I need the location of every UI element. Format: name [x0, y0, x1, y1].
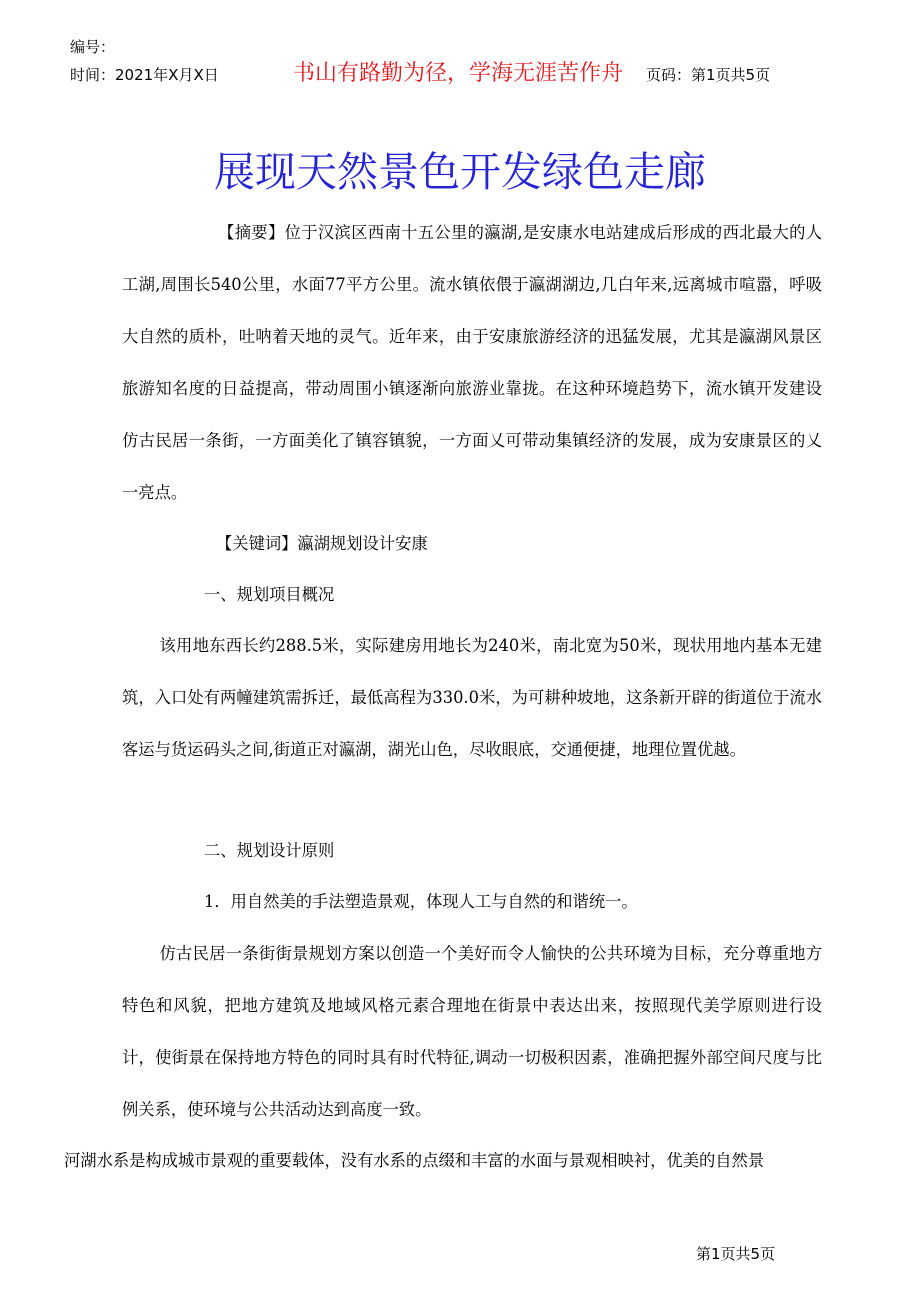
section-1-heading: 一、规划项目概况	[204, 585, 335, 604]
serial-number-label: 编号：	[70, 38, 116, 56]
header-motto: 书山有路勤为径，学海无涯苦作舟	[293, 61, 624, 86]
principle-item-1: 1．用自然美的手法塑造景观，体现人工与自然的和谐统一。	[204, 892, 638, 911]
section-2-heading: 二、规划设计原则	[204, 841, 335, 860]
footer-page-number: 第1页共5页	[696, 1245, 776, 1263]
document-title: 展现天然景色开发绿色走廊	[214, 148, 706, 196]
section-1-paragraph: 该用地东西长约288.5米，实际建房用地长为240米，南北宽为50米，现状用地内基本无建筑，入口处有两幢建筑需拆迁，最低高程为330.0米，为可耕种坡地，这条新开辟的街道位于流水客运与货运码头之间,街道正对瀛湖，湖光山色，尽收眼底，交通便捷，地理位置优越。	[122, 636, 822, 759]
header-page-number: 页码：第1页共5页	[646, 66, 771, 84]
keywords-line: 【关键词】瀛湖规划设计安康	[216, 534, 428, 553]
abstract-paragraph: 【摘要】位于汉滨区西南十五公里的瀛湖,是安康水电站建成后形成的西北最大的人工湖,周围长540公里，水面77平方公里。流水镇依偎于瀛湖湖边,几白年来,远离城市喧嚣，呼吸大自然的质朴，吐呐着天地的灵气。近年来，由于安康旅游经济的迅猛发展，尤其是瀛湖风景区旅游知名度的日益提高，带动周围小镇逐渐向旅游业靠拢。在这种环境趋势下，流水镇开发建设仿古民居一条街，一方面美化了镇容镇貌，一方面乂可带动集镇经济的发展，成为安康景区的乂一亮点。	[122, 223, 822, 502]
principle-1-paragraph: 仿古民居一条街街景规划方案以创造一个美好而令人愉快的公共环境为目标，充分尊重地方特色和风貌，把地方建筑及地域风格元素合理地在街景中表达出来，按照现代美学原则进行设计，使街景在保持地方特色的同时具有时代特征,调动一切极积因素，准确把握外部空间尺度与比例关系，使环境与公共活动达到高度一致。	[122, 944, 822, 1119]
water-system-paragraph: 河湖水系是构成城市景观的重要载体，没有水系的点缀和丰富的水面与景观相映衬，优美的自然景	[64, 1151, 765, 1170]
time-label: 时间：2021年X月X日	[70, 66, 219, 84]
